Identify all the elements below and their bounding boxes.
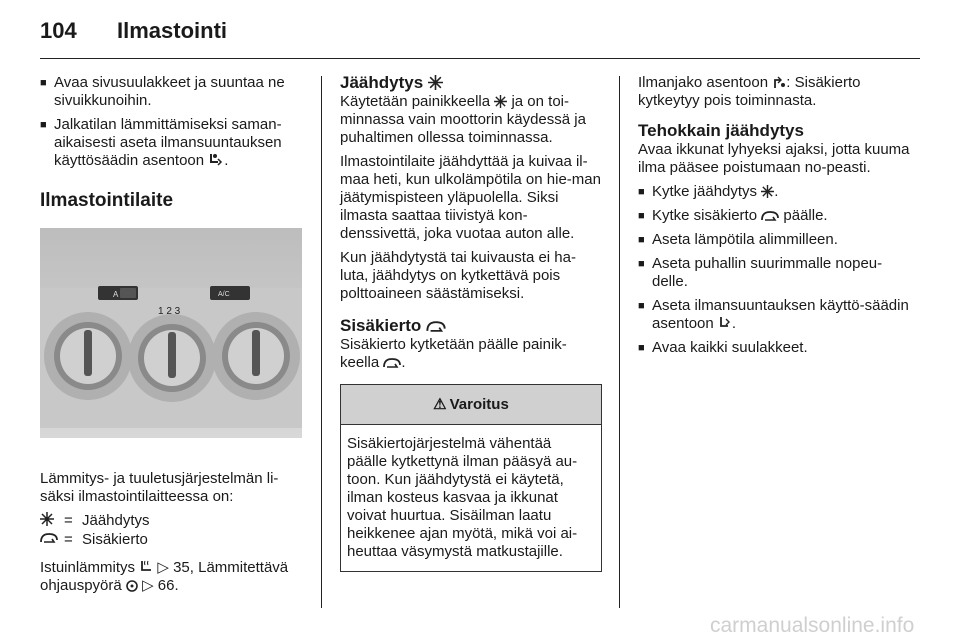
- seat-heating-icon: [139, 560, 153, 574]
- symbol-row: = Jäähdytys: [40, 512, 302, 531]
- paragraph: Käytetään painikkeella ja on toi-minnassa vain moottorin käydessä ja puhaltimen ollessa toiminnassa.: [340, 93, 586, 146]
- button-label-ac: A/C: [218, 291, 230, 298]
- temperature-knob: [44, 312, 132, 400]
- arrow-icon: ▷: [157, 559, 169, 576]
- bullet-item: ■ Aseta ilmansuuntauksen käyttö-säädin asentoon .: [638, 297, 913, 333]
- svg-text:1 2 3: 1 2 3: [158, 306, 181, 317]
- bullet-item: ■ Avaa kaikki suulakkeet.: [638, 339, 913, 357]
- control-panel-illustration: [40, 228, 302, 438]
- column-middle: [340, 74, 602, 572]
- watermark-url: carmanualsonline.info: [710, 614, 915, 637]
- snowflake-icon: [761, 185, 774, 198]
- column-divider: [619, 76, 620, 608]
- snowflake-icon: [428, 75, 443, 90]
- snowflake-icon: [40, 512, 64, 531]
- warning-header: [341, 385, 601, 425]
- section-heading-ac: Ilmastointilaite: [40, 190, 174, 211]
- paragraph: Ilmanjako asentoon : Sisäkierto kytkeytyy pois toiminnasta.: [638, 74, 861, 109]
- symbol-row: = Sisäkierto: [40, 531, 302, 549]
- bullet-item: ■ Jalkatilan lämmittämiseksi saman-aikaisesti aseta ilmansuuntauksen käyttösäädin asentoon .: [40, 116, 302, 170]
- heading-max-cooling: Tehokkain jäähdytys: [638, 121, 804, 140]
- heading-cooling: Jäähdytys: [340, 74, 602, 92]
- bullet-item: ■ Aseta lämpötila alimmilleen.: [638, 231, 913, 249]
- warning-box: [340, 384, 602, 572]
- warning-title: Varoitus: [449, 395, 509, 413]
- paragraph: Avaa ikkunat lyhyeksi ajaksi, jotta kuuma ilma pääsee poistumaan no-peasti.: [638, 141, 910, 176]
- page-title: Ilmastointi: [117, 18, 228, 43]
- button-label-a: A: [113, 290, 119, 299]
- heading-recirculation: Sisäkierto: [340, 317, 602, 335]
- warning-icon: ⚠: [433, 395, 447, 413]
- recirculation-icon: [426, 320, 446, 333]
- seat-heating-ref: Istuinlämmitys ▷ 35, Lämmitettävä ohjauspyörä ▷ 66.: [40, 559, 289, 594]
- caption: Lämmitys- ja tuuletusjärjestelmän li-säksi ilmastointilaitteessa on:: [40, 470, 279, 505]
- recirculation-icon: [761, 210, 779, 222]
- airflow-knob: [212, 312, 300, 400]
- steering-wheel-heat-icon: [126, 580, 138, 592]
- ac-control-panel-image: [40, 228, 302, 438]
- paragraph: Sisäkierto kytketään päälle painik-keella .: [340, 336, 567, 371]
- paragraph: Kun jäähdytystä tai kuivausta ei ha-luta, jäähdytys on kytkettävä pois polttoaineen säästämiseksi.: [340, 249, 576, 302]
- paragraph: Ilmastointilaite jäähdyttää ja kuivaa il-maa heti, kun ulkolämpötila on hie-man jäätymispisteen yläpuolella. Siksi ilmasta saattaa tiivistyä kon-denssivettä, joka vuotaa auton alle.: [340, 153, 601, 242]
- column-divider: [321, 76, 322, 608]
- bullet-item: ■ Kytke sisäkierto päälle.: [638, 207, 913, 225]
- recirculation-icon: [383, 357, 401, 369]
- column-left: [40, 74, 302, 601]
- snowflake-icon: [494, 95, 507, 108]
- column-right: [638, 74, 913, 363]
- footwell-airflow-icon: [208, 153, 224, 167]
- airflow-body-icon: [718, 316, 732, 330]
- airflow-upper-icon: [772, 75, 786, 89]
- header-rule: [40, 58, 920, 59]
- recirculation-icon: [40, 531, 64, 549]
- arrow-icon: ▷: [142, 577, 154, 594]
- warning-text: Sisäkiertojärjestelmä vähentää päälle kytkettynä ilman pääsyä au-toon. Kun jäähdytystä ei käytetä, ilman kosteus kasvaa ja ikkunat voivat huurtua. Sisäilman laatu heikkenee ajan myötä, mikä voi ai-heuttaa väsymystä matkustajille.: [347, 435, 578, 560]
- bullet-item: ■ Aseta puhallin suurimmalle nopeu-delle.: [638, 255, 913, 291]
- page-number: 104: [40, 18, 77, 43]
- bullet-item: ■ Avaa sivusuulakkeet ja suuntaa ne sivuikkunoihin.: [40, 74, 302, 110]
- bullet-item: ■ Kytke jäähdytys .: [638, 183, 913, 201]
